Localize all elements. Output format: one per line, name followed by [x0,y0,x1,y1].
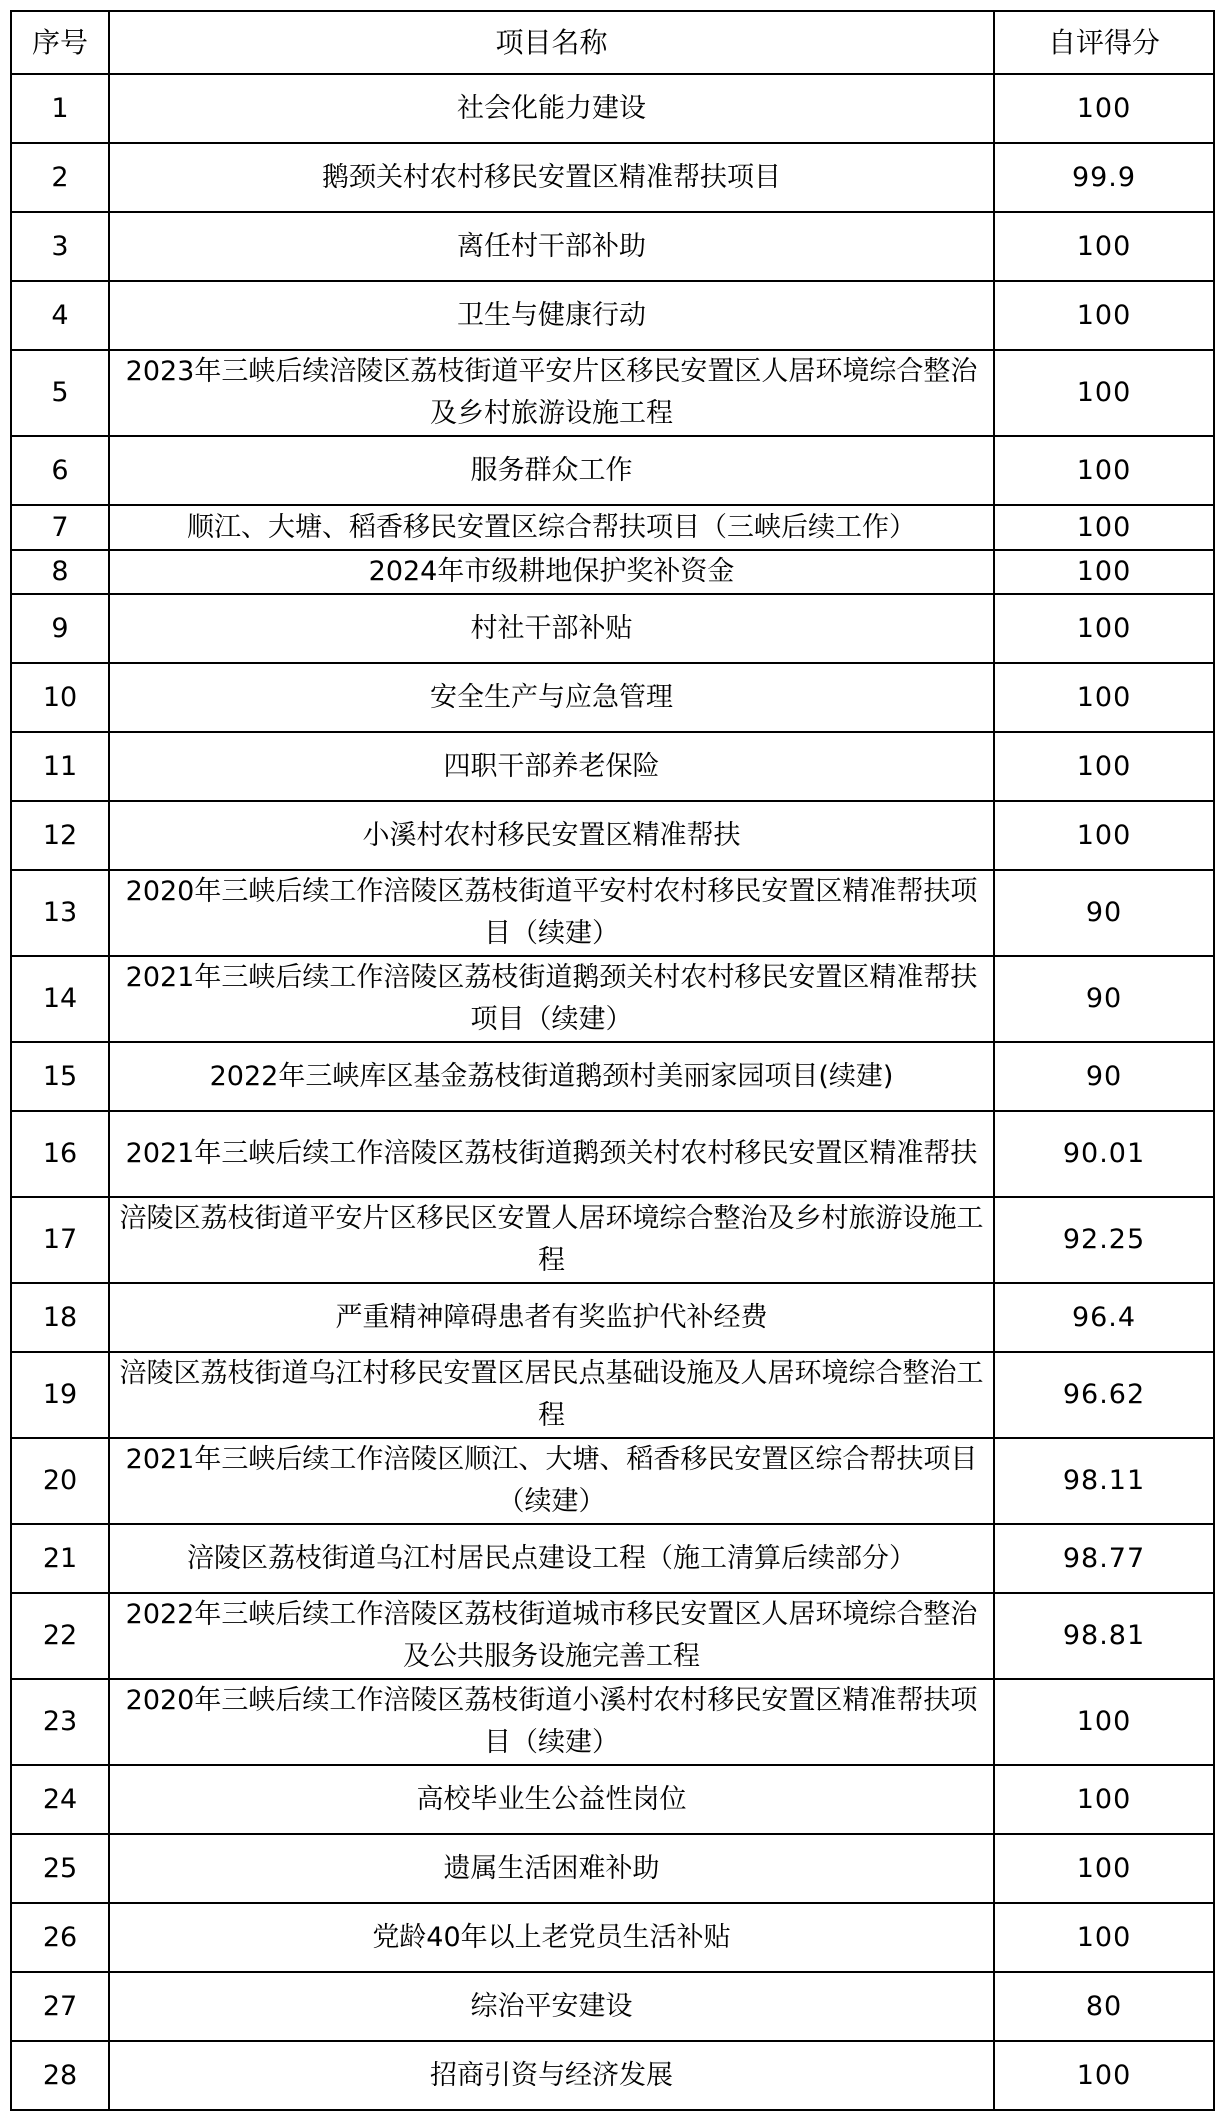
row-project-name-cell: 2024年市级耕地保护奖补资金 [109,550,994,594]
row-project-name-cell: 小溪村农村移民安置区精准帮扶 [109,801,994,870]
row-index-cell: 12 [11,801,109,870]
row-index-cell: 3 [11,212,109,281]
row-project-name-cell: 2020年三峡后续工作涪陵区荔枝街道平安村农村移民安置区精准帮扶项目（续建） [109,870,994,956]
row-project-name-cell: 四职干部养老保险 [109,732,994,801]
row-index-cell: 8 [11,550,109,594]
row-project-name-cell: 综治平安建设 [109,1972,994,2041]
row-self-score-cell: 100 [994,212,1214,281]
row-self-score-cell: 100 [994,2041,1214,2110]
header-index: 序号 [11,11,109,74]
row-index-cell: 13 [11,870,109,956]
row-index-cell: 19 [11,1352,109,1438]
table-row [11,1972,1214,2041]
row-self-score-cell: 100 [994,281,1214,350]
row-self-score-cell: 98.81 [994,1593,1214,1679]
row-index-cell: 17 [11,1197,109,1283]
row-self-score-cell: 96.62 [994,1352,1214,1438]
row-self-score-cell: 90.01 [994,1111,1214,1197]
table-body [11,74,1214,2110]
row-self-score-cell: 98.77 [994,1524,1214,1593]
row-index-cell: 23 [11,1679,109,1765]
table-row [11,505,1214,550]
row-project-name-cell: 2021年三峡后续工作涪陵区荔枝街道鹅颈关村农村移民安置区精准帮扶项目（续建） [109,956,994,1042]
table-row [11,1197,1214,1283]
row-project-name-cell: 2022年三峡库区基金荔枝街道鹅颈村美丽家园项目(续建) [109,1042,994,1111]
row-project-name-cell: 2023年三峡后续涪陵区荔枝街道平安片区移民安置区人居环境综合整治及乡村旅游设施工程 [109,350,994,436]
row-project-name-cell: 党龄40年以上老党员生活补贴 [109,1903,994,1972]
row-project-name-cell: 卫生与健康行动 [109,281,994,350]
table-row [11,550,1214,594]
row-project-name-cell: 严重精神障碍患者有奖监护代补经费 [109,1283,994,1352]
row-self-score-cell: 96.4 [994,1283,1214,1352]
row-index-cell: 6 [11,436,109,505]
row-project-name-cell: 顺江、大塘、稻香移民安置区综合帮扶项目（三峡后续工作） [109,505,994,550]
table-row [11,1352,1214,1438]
row-index-cell: 5 [11,350,109,436]
row-project-name-cell: 涪陵区荔枝街道平安片区移民区安置人居环境综合整治及乡村旅游设施工程 [109,1197,994,1283]
table-row [11,1593,1214,1679]
row-index-cell: 26 [11,1903,109,1972]
table-header-row [11,11,1214,74]
row-self-score-cell: 99.9 [994,143,1214,212]
table-row [11,956,1214,1042]
row-project-name-cell: 2021年三峡后续工作涪陵区荔枝街道鹅颈关村农村移民安置区精准帮扶 [109,1111,994,1197]
row-self-score-cell: 100 [994,1679,1214,1765]
row-self-score-cell: 90 [994,1042,1214,1111]
table-row [11,1524,1214,1593]
table-row [11,436,1214,505]
row-self-score-cell: 100 [994,505,1214,550]
table-row [11,350,1214,436]
row-index-cell: 15 [11,1042,109,1111]
table-row [11,1679,1214,1765]
table-row [11,212,1214,281]
row-self-score-cell: 100 [994,594,1214,663]
table-row [11,663,1214,732]
table-row [11,1903,1214,1972]
table-row [11,281,1214,350]
table-row [11,801,1214,870]
row-project-name-cell: 涪陵区荔枝街道乌江村居民点建设工程（施工清算后续部分） [109,1524,994,1593]
row-self-score-cell: 98.11 [994,1438,1214,1524]
row-project-name-cell: 鹅颈关村农村移民安置区精准帮扶项目 [109,143,994,212]
table-row [11,1111,1214,1197]
row-self-score-cell: 100 [994,801,1214,870]
table-row [11,1834,1214,1903]
table-row [11,870,1214,956]
row-project-name-cell: 安全生产与应急管理 [109,663,994,732]
row-index-cell: 21 [11,1524,109,1593]
row-index-cell: 16 [11,1111,109,1197]
row-index-cell: 1 [11,74,109,143]
table-row [11,2041,1214,2110]
row-project-name-cell: 离任村干部补助 [109,212,994,281]
row-project-name-cell: 高校毕业生公益性岗位 [109,1765,994,1834]
row-index-cell: 20 [11,1438,109,1524]
row-project-name-cell: 2022年三峡后续工作涪陵区荔枝街道城市移民安置区人居环境综合整治及公共服务设施完善工程 [109,1593,994,1679]
row-self-score-cell: 100 [994,1765,1214,1834]
row-project-name-cell: 社会化能力建设 [109,74,994,143]
table-row [11,1283,1214,1352]
table-row [11,1438,1214,1524]
row-self-score-cell: 100 [994,550,1214,594]
row-self-score-cell: 100 [994,74,1214,143]
score-table-container [10,10,1215,2111]
table-row [11,594,1214,663]
row-index-cell: 25 [11,1834,109,1903]
row-self-score-cell: 100 [994,732,1214,801]
row-index-cell: 9 [11,594,109,663]
row-self-score-cell: 100 [994,1834,1214,1903]
row-self-score-cell: 92.25 [994,1197,1214,1283]
row-project-name-cell: 涪陵区荔枝街道乌江村移民安置区居民点基础设施及人居环境综合整治工程 [109,1352,994,1438]
row-index-cell: 22 [11,1593,109,1679]
table-row [11,732,1214,801]
row-self-score-cell: 100 [994,1903,1214,1972]
row-self-score-cell: 90 [994,870,1214,956]
table-row [11,1042,1214,1111]
row-self-score-cell: 90 [994,956,1214,1042]
row-index-cell: 28 [11,2041,109,2110]
table-row [11,1765,1214,1834]
row-index-cell: 7 [11,505,109,550]
row-index-cell: 14 [11,956,109,1042]
row-project-name-cell: 遗属生活困难补助 [109,1834,994,1903]
row-self-score-cell: 100 [994,663,1214,732]
row-index-cell: 2 [11,143,109,212]
row-project-name-cell: 2020年三峡后续工作涪陵区荔枝街道小溪村农村移民安置区精准帮扶项目（续建） [109,1679,994,1765]
row-project-name-cell: 2021年三峡后续工作涪陵区顺江、大塘、稻香移民安置区综合帮扶项目（续建） [109,1438,994,1524]
row-project-name-cell: 村社干部补贴 [109,594,994,663]
row-self-score-cell: 100 [994,436,1214,505]
row-index-cell: 27 [11,1972,109,2041]
row-index-cell: 10 [11,663,109,732]
header-self-score: 自评得分 [994,11,1214,74]
project-score-table [10,10,1215,2111]
row-index-cell: 24 [11,1765,109,1834]
row-project-name-cell: 服务群众工作 [109,436,994,505]
row-self-score-cell: 100 [994,350,1214,436]
header-project-name: 项目名称 [109,11,994,74]
row-project-name-cell: 招商引资与经济发展 [109,2041,994,2110]
row-index-cell: 18 [11,1283,109,1352]
row-index-cell: 4 [11,281,109,350]
table-row [11,143,1214,212]
row-self-score-cell: 80 [994,1972,1214,2041]
row-index-cell: 11 [11,732,109,801]
table-row [11,74,1214,143]
